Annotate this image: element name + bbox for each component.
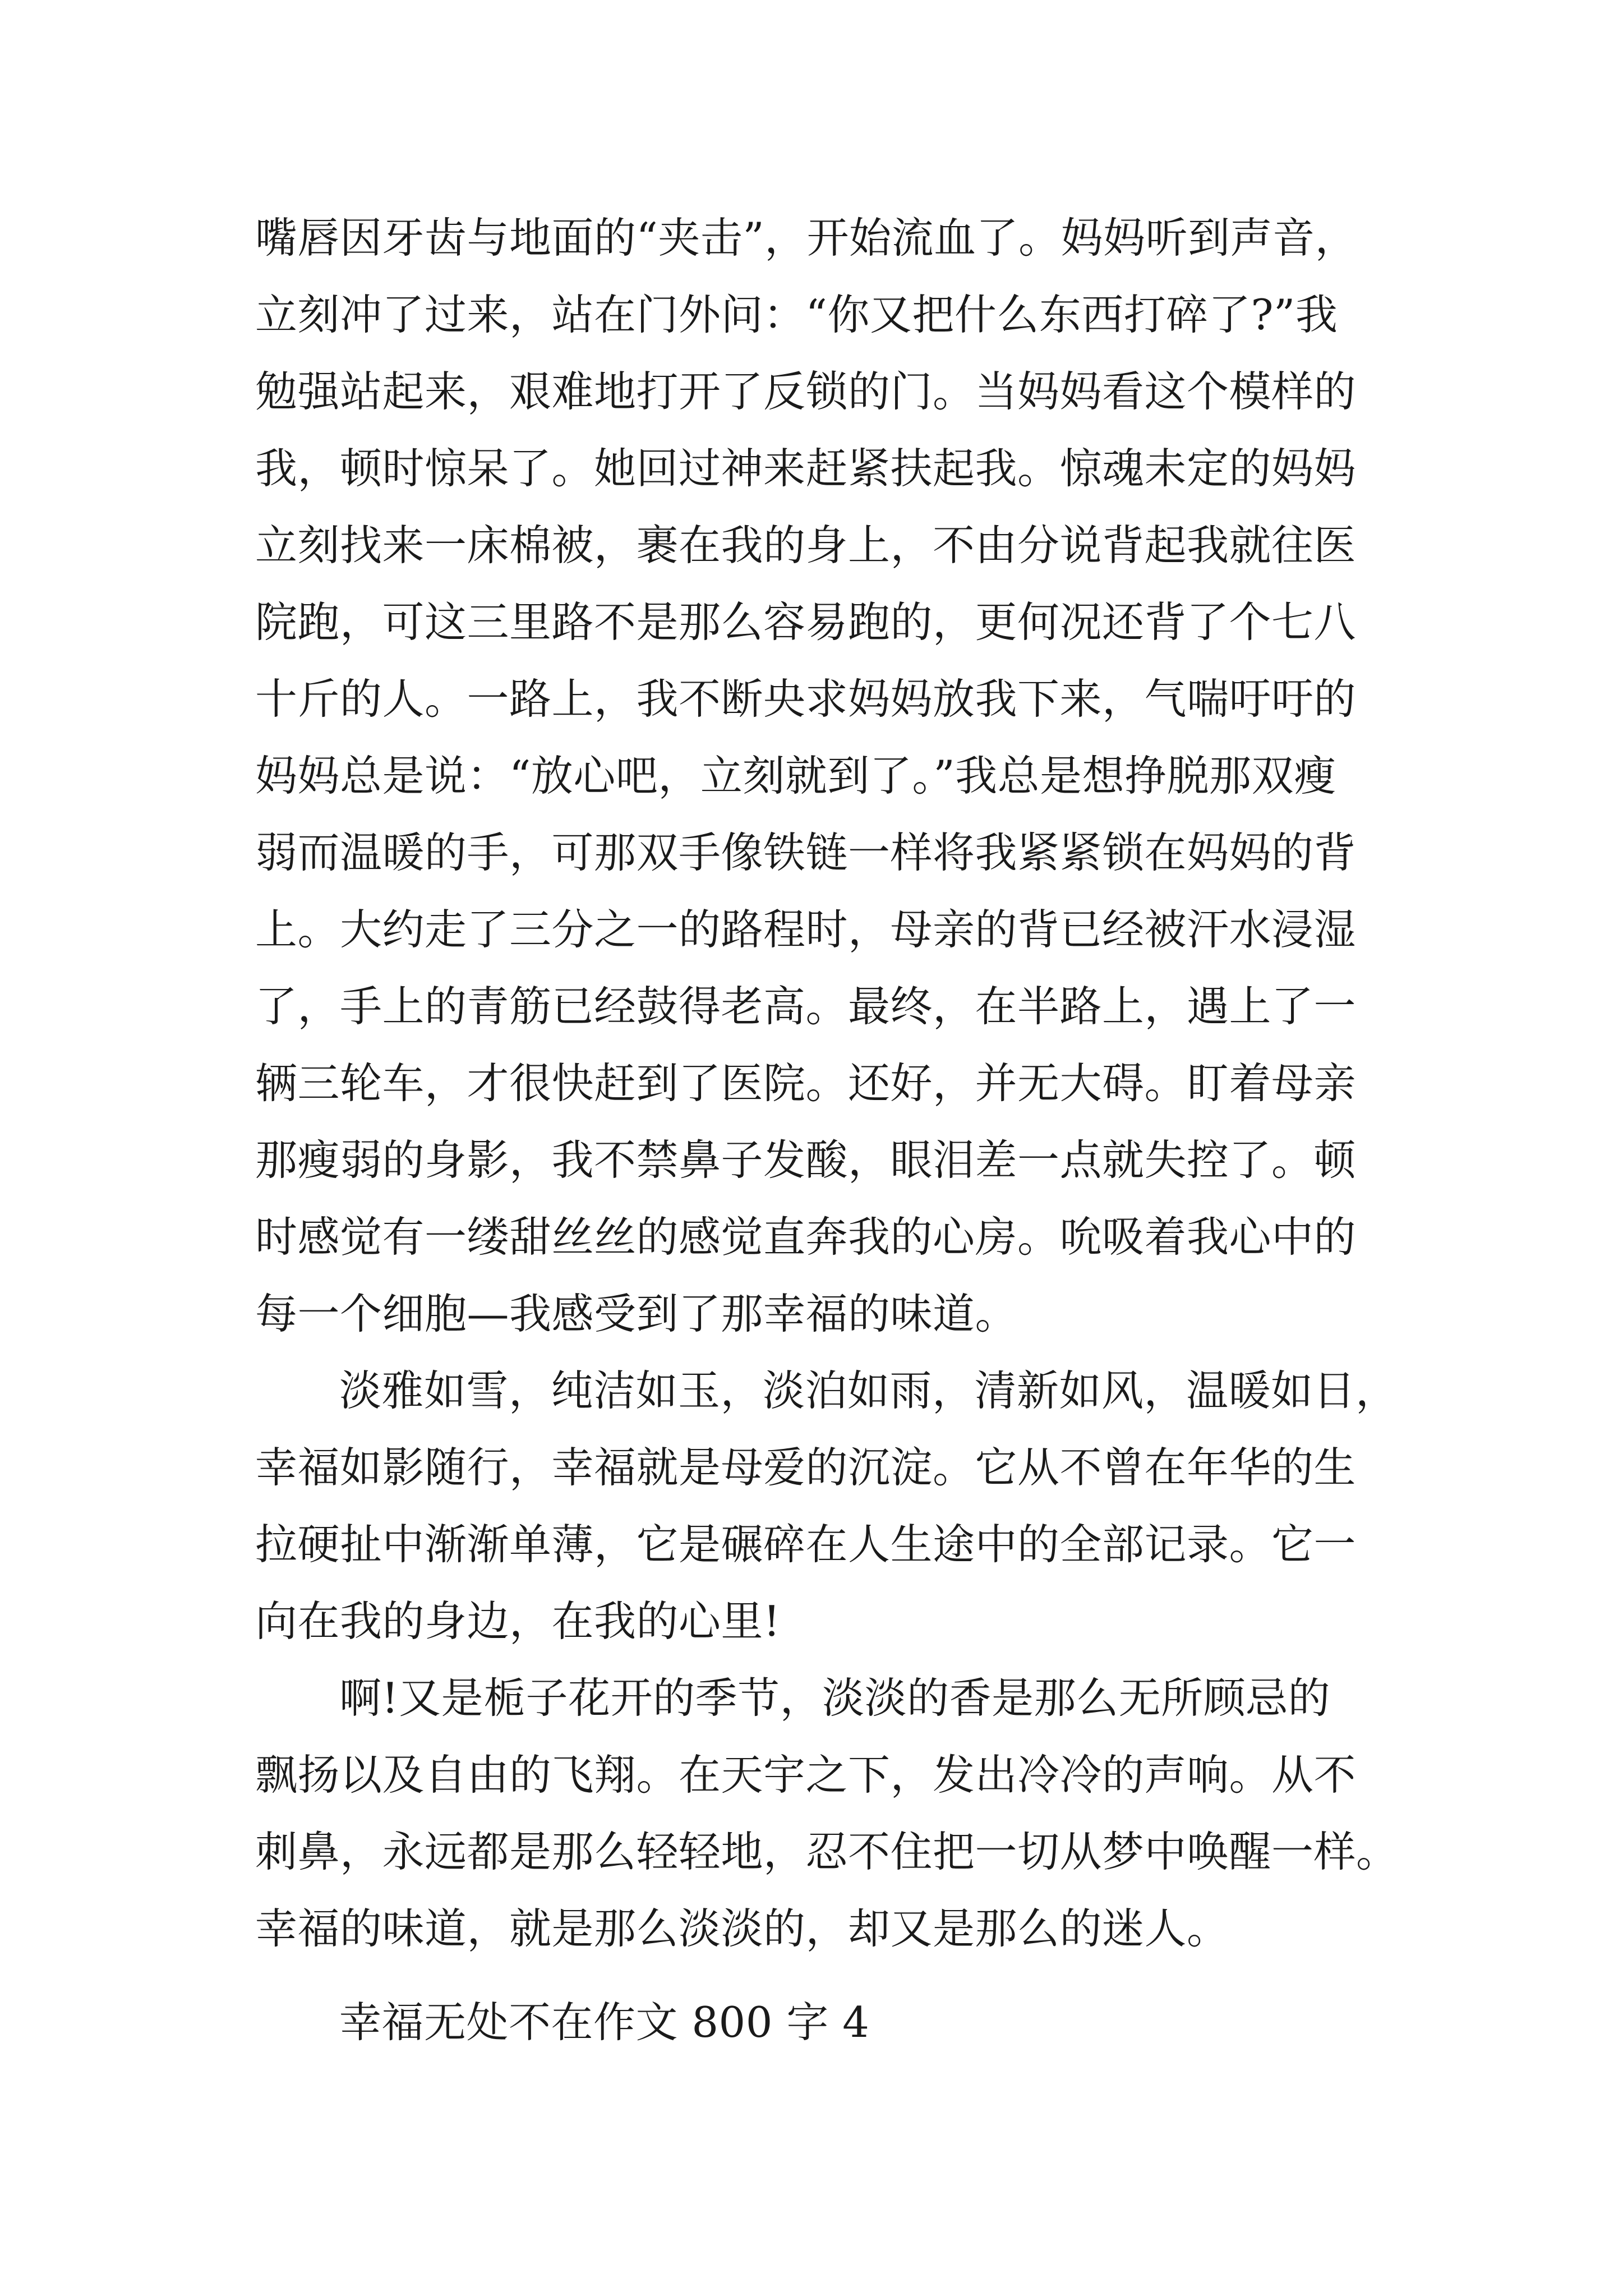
text-line: 院跑，可这三里路不是那么容易跑的，更何况还背了个七八 xyxy=(255,597,1357,647)
text-line: 上。大约走了三分之一的路程时，母亲的背已经被汗水浸湿 xyxy=(255,905,1357,954)
text-line: 向在我的身边，在我的心里! xyxy=(255,1596,781,1646)
text-line: 嘴唇因牙齿与地面的“夹击”，开始流血了。妈妈听到声音， xyxy=(255,213,1358,263)
text-line: 幸福的味道，就是那么淡淡的，却又是那么的迷人。 xyxy=(255,1904,1229,1953)
text-line: 了，手上的青筋已经鼓得老高。最终，在半路上，遇上了一 xyxy=(255,982,1357,1031)
paragraph-gap xyxy=(255,1967,1405,1984)
text-line: 飘扬以及自由的飞翔。在天宇之下，发出冷冷的声响。从不 xyxy=(255,1750,1357,1800)
text-line: 我，顿时惊呆了。她回过神来赶紧扶起我。惊魂未定的妈妈 xyxy=(255,444,1357,493)
text-line: 那瘦弱的身影，我不禁鼻子发酸，眼泪差一点就失控了。顿 xyxy=(255,1135,1357,1185)
text-line: 幸福如影随行，幸福就是母爱的沉淀。它从不曾在年华的生 xyxy=(255,1443,1357,1492)
text-line: 拉硬扯中渐渐单薄，它是碾碎在人生途中的全部记录。它一 xyxy=(255,1520,1357,1569)
text-line: 妈妈总是说：“放心吧，立刻就到了。”我总是想挣脱那双瘦 xyxy=(255,751,1336,800)
section-heading: 幸福无处不在作文 800 字 4 xyxy=(339,1998,870,2047)
text-line: 刺鼻，永远都是那么轻轻地，忍不住把一切从梦中唤醒一样。 xyxy=(255,1827,1399,1876)
text-line: 弱而温暖的手，可那双手像铁链一样将我紧紧锁在妈妈的背 xyxy=(255,828,1357,877)
paragraph-start-line: 淡雅如雪，纯洁如玉，淡泊如雨，清新如风，温暖如日， xyxy=(339,1366,1398,1415)
text-line: 时感觉有一缕甜丝丝的感觉直奔我的心房。吮吸着我心中的 xyxy=(255,1212,1357,1262)
text-line: 勉强站起来，艰难地打开了反锁的门。当妈妈看这个模样的 xyxy=(255,367,1357,416)
text-line: 辆三轮车，才很快赶到了医院。还好，并无大碍。盯着母亲 xyxy=(255,1059,1357,1108)
essay-body xyxy=(255,200,1405,2061)
paragraph-start-line: 啊!又是栀子花开的季节，淡淡的香是那么无所顾忌的 xyxy=(339,1673,1331,1723)
text-line: 十斤的人。一路上，我不断央求妈妈放我下来，气喘吁吁的 xyxy=(255,674,1357,724)
text-line: 立刻冲了过来，站在门外问：“你又把什么东西打碎了?”我 xyxy=(255,290,1338,339)
text-line: 立刻找来一床棉被，裹在我的身上，不由分说背起我就往医 xyxy=(255,521,1357,570)
text-line: 每一个细胞—我感受到了那幸福的味道。 xyxy=(255,1289,1018,1338)
